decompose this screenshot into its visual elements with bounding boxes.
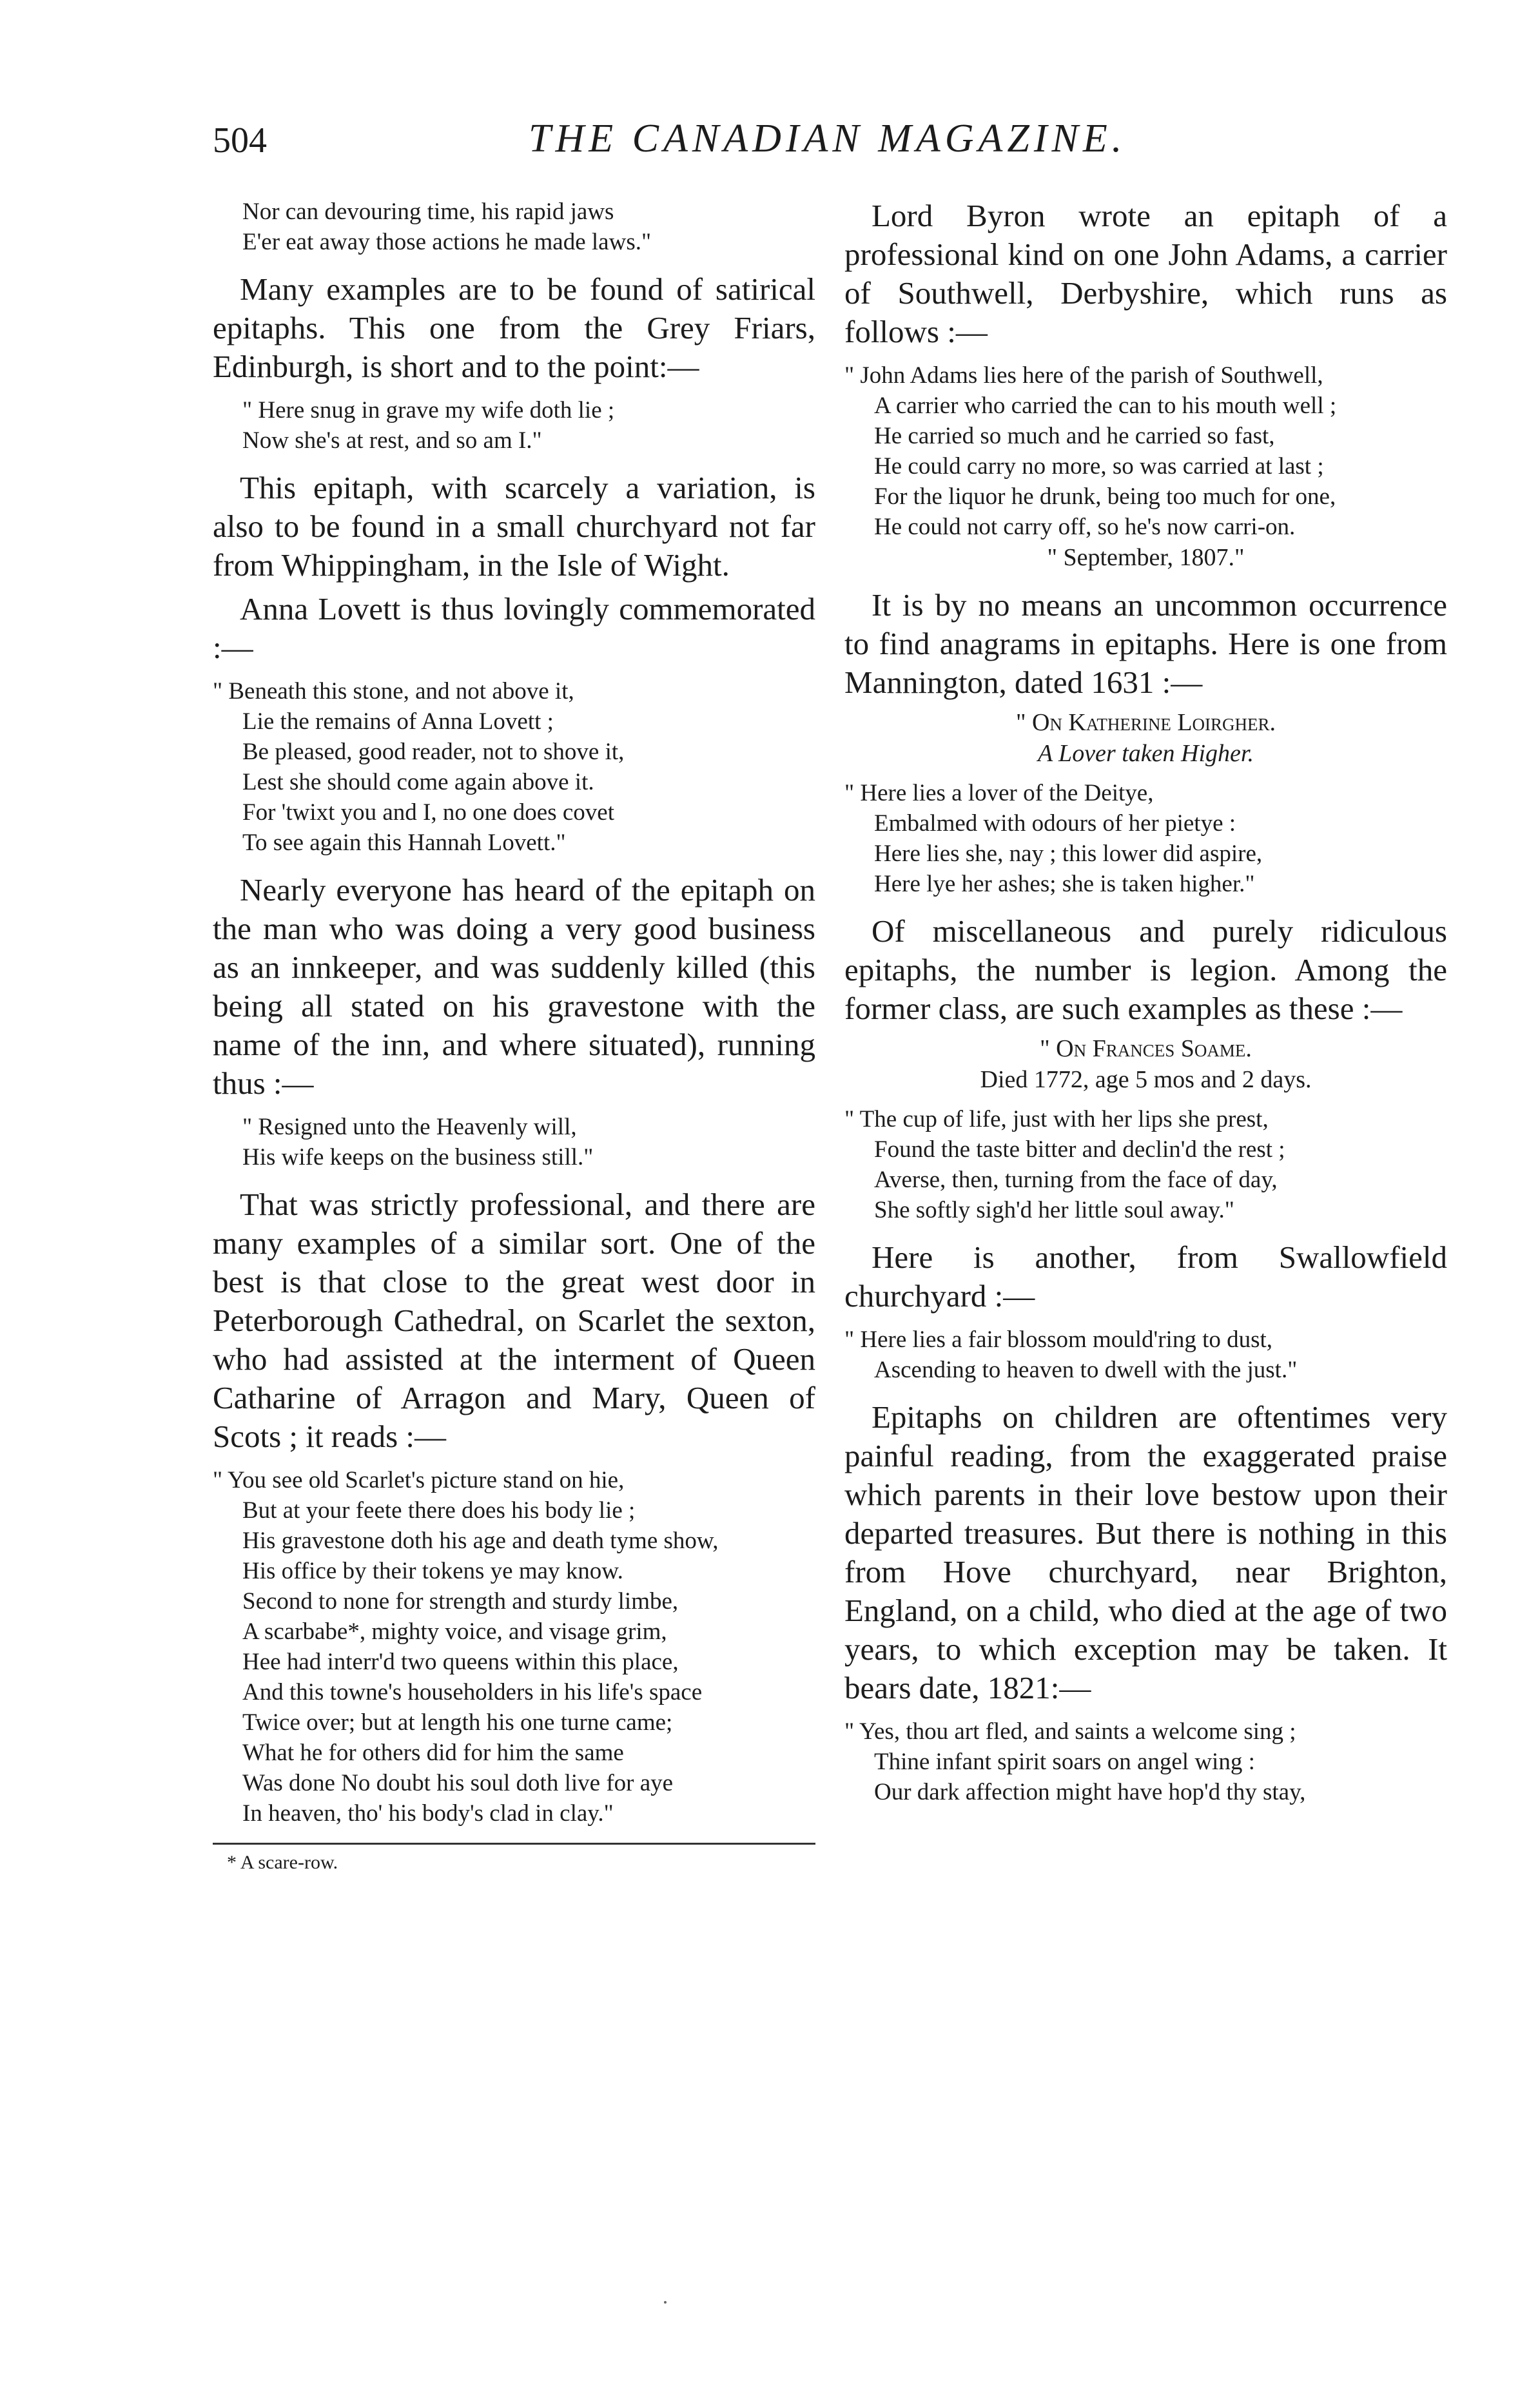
page-number: 504 — [213, 121, 267, 160]
paragraph: Lord Byron wrote an epitaph of a professional kind on one John Adams, a carrier of Southwell, Derbyshire, which runs as follows :— — [844, 198, 1447, 349]
running-title: THE CANADIAN MAGAZINE. — [529, 117, 1127, 160]
verse-grey-friars — [213, 395, 815, 456]
verse-frances-soame — [844, 1104, 1447, 1225]
verse-line: Here lies she, nay ; this lower did aspire, — [874, 840, 1263, 867]
left-column — [213, 197, 815, 1876]
verse-line: Lest she should come again above it. — [242, 769, 594, 795]
verse-line: In heaven, tho' his body's clad in clay." — [242, 1800, 614, 1827]
verse-line: Our dark affection might have hop'd thy stay, — [874, 1779, 1306, 1805]
paragraph: Of miscellaneous and purely ridiculous epitaphs, the number is legion. Among the former class, are such examples as these :— — [844, 913, 1447, 1026]
epitaph-subheading: A Lover taken Higher. — [1038, 740, 1254, 767]
verse-line: Be pleased, good reader, not to shove it, — [242, 739, 625, 765]
paragraph: Many examples are to be found of satirical epitaphs. This one from the Grey Friars, Edinburgh, is short and to the point:— — [213, 271, 815, 384]
verse-line: Hee had interr'd two queens within this place, — [242, 1649, 679, 1675]
footnote: * A scare-row. — [227, 1852, 338, 1873]
verse-line: " Beneath this stone, and not above it, — [213, 678, 574, 704]
verse-line: Lie the remains of Anna Lovett ; — [242, 708, 554, 735]
verse-line: A scarbabe*, mighty voice, and visage grim, — [242, 1618, 667, 1645]
page-header — [0, 0, 1520, 206]
verse-line: Found the taste bitter and declin'd the rest ; — [874, 1136, 1285, 1163]
verse-line: " You see old Scarlet's picture stand on hie, — [213, 1467, 625, 1493]
verse-scarlet — [213, 1465, 815, 1829]
print-speck — [664, 2301, 667, 2304]
verse-line: Twice over; but at length his one turne came; — [242, 1709, 673, 1736]
verse-line: Ascending to heaven to dwell with the just." — [874, 1357, 1298, 1383]
verse-line: " Here lies a fair blossom mould'ring to dust, — [844, 1326, 1273, 1353]
verse-anagram — [844, 778, 1447, 899]
epitaph-subheading: Died 1772, age 5 mos and 2 days. — [980, 1066, 1312, 1093]
verse-line: E'er eat away those actions he made laws." — [242, 229, 652, 255]
verse-line: Averse, then, turning from the face of day, — [874, 1167, 1278, 1193]
verse-date: " September, 1807." — [1047, 544, 1245, 571]
verse-line: For 'twixt you and I, no one does covet — [242, 799, 614, 826]
verse-line: " Resigned unto the Heavenly will, — [242, 1114, 577, 1140]
verse-line: To see again this Hannah Lovett." — [242, 830, 566, 856]
paragraph: Anna Lovett is thus lovingly commemorated :— — [213, 591, 815, 665]
verse-line: " Yes, thou art fled, and saints a welcome sing ; — [844, 1718, 1296, 1745]
right-column — [844, 197, 1447, 1820]
verse-line: He carried so much and he carried so fast, — [874, 423, 1275, 449]
paragraph: This epitaph, with scarcely a variation, is also to be found in a small churchyard not far from Whippingham, in the Isle of Wight. — [213, 470, 815, 583]
verse-line: What he for others did for him the same — [242, 1740, 624, 1766]
paragraph: It is by no means an uncommon occurrence to find anagrams in epitaphs. Here is one from Mannington, dated 1631 :— — [844, 587, 1447, 700]
verse-innkeeper — [213, 1112, 815, 1172]
paragraph: Here is another, from Swallowfield churchyard :— — [844, 1239, 1447, 1314]
verse-line: " The cup of life, just with her lips she prest, — [844, 1106, 1269, 1132]
epitaph-heading: " On Katherine Loirgher. — [1015, 709, 1276, 736]
verse-line: His wife keeps on the business still." — [242, 1144, 594, 1170]
paragraph: Epitaphs on children are oftentimes very painful reading, from the exaggerated praise which parents in their love bestow upon their departed treasures. But there is nothing in this from Hove churchyard, near Brighton, England, on a child, who died at the age of two years, to which exception may be taken. It bears date, 1821:— — [844, 1399, 1447, 1705]
verse-line: Thine infant spirit soars on angel wing : — [874, 1749, 1255, 1775]
verse-line: Here lye her ashes; she is taken higher." — [874, 871, 1255, 897]
paragraph: Nearly everyone has heard of the epitaph on the man who was doing a very good business as an innkeeper, and was suddenly killed (this being all stated on his gravestone with the name of the inn, and where situated), running thus :— — [213, 872, 815, 1101]
verse-john-adams — [844, 360, 1447, 573]
verse-line: His gravestone doth his age and death tyme show, — [242, 1528, 719, 1554]
verse-hove — [844, 1716, 1447, 1807]
verse-line: A carrier who carried the can to his mouth well ; — [874, 393, 1337, 419]
verse-anna-lovett — [213, 676, 815, 858]
verse-line: He could carry no more, so was carried at last ; — [874, 453, 1324, 480]
verse-line: " Here lies a lover of the Deitye, — [844, 780, 1154, 806]
verse-line: And this towne's householders in his life's space — [242, 1679, 703, 1705]
verse-line: Was done No doubt his soul doth live for aye — [242, 1770, 674, 1796]
verse-line: He could not carry off, so he's now carri-on. — [874, 514, 1296, 540]
paragraph: That was strictly professional, and there are many examples of a similar sort. One of the best is that close to the great west door in Peterborough Cathedral, on Scarlet the sexton, who had assisted at the interment of Queen Catharine of Arragon and Mary, Queen of Scots ; it reads :— — [213, 1187, 815, 1454]
verse-line: But at your feete there does his body lie ; — [242, 1497, 636, 1524]
verse-line: Second to none for strength and sturdy limbe, — [242, 1588, 679, 1615]
verse-swallowfield — [844, 1325, 1447, 1385]
verse-line: She softly sigh'd her little soul away." — [874, 1197, 1234, 1223]
verse-continuation — [213, 197, 815, 257]
verse-line: " Here snug in grave my wife doth lie ; — [242, 397, 615, 423]
verse-line: His office by their tokens ye may know. — [242, 1558, 623, 1584]
verse-line: Nor can devouring time, his rapid jaws — [242, 199, 614, 225]
verse-line: Now she's at rest, and so am I." — [242, 427, 542, 454]
verse-line: Embalmed with odours of her pietye : — [874, 810, 1236, 837]
verse-line: " John Adams lies here of the parish of Southwell, — [844, 362, 1323, 389]
verse-line: For the liquor he drunk, being too much for one, — [874, 483, 1336, 510]
footnote-rule — [213, 1843, 815, 1845]
epitaph-heading: " On Frances Soame. — [1040, 1035, 1252, 1062]
